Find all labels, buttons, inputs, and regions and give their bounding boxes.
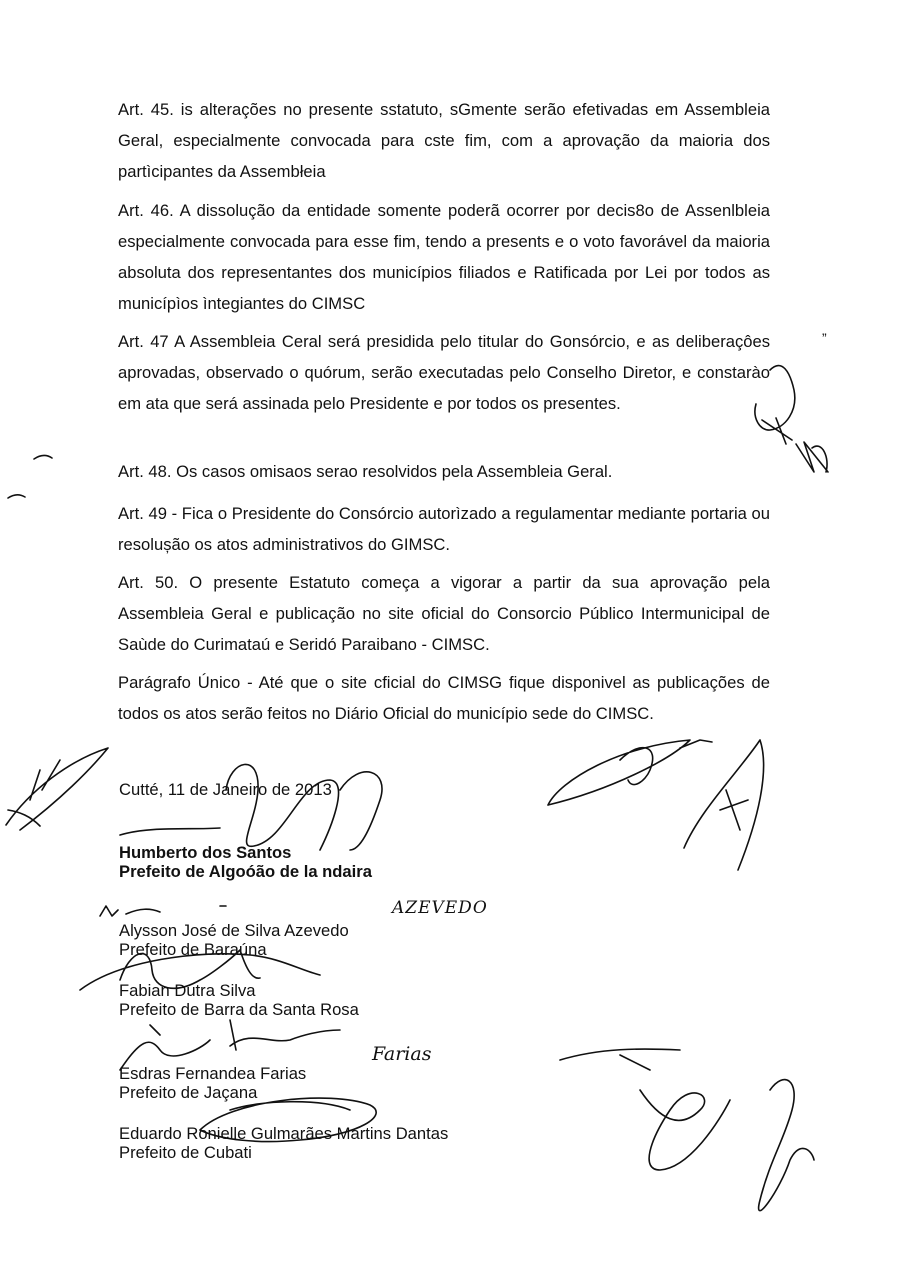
signature-humberto — [120, 764, 382, 850]
place-date: Cutté, 11 de Janeiro de 2013 — [119, 780, 332, 799]
signatory-name: Alysson José de Silva Azevedo — [119, 921, 349, 940]
handwritten-farias: Farias — [372, 1043, 432, 1065]
signatory-1 — [119, 843, 372, 881]
article-47: Art. 47 A Assembleia Ceral será presidida pelo titular do Gonsórcio, e as deliberaçôes aprovadas, observado o quórum, serão executadas pelo Conselho Diretor, e constarào em ata que será assinada pelo Presidente e por todos os presentes. — [118, 332, 770, 413]
signatory-4 — [119, 1064, 306, 1102]
signature-bottom-right-2 — [759, 1080, 814, 1211]
article-45: Art. 45. is alterações no presente sstatuto, sGmente serão efetivadas em Assembleia Geral, especialmente convocada para cste fim, com a aprovação da maioria dos partìcipantes da Assembłeia — [118, 100, 770, 181]
signatory-name: Fabian Dutra Silva — [119, 981, 256, 1000]
signatory-title: Prefeito de Baraúna — [119, 940, 267, 959]
article-46: Art. 46. A dissolução da entidade somente poderã ocorrer por decis8o de Assenlbleia especialmente convocada para esse fim, tendo a presents e o voto favorável da maioria absoluta dos representantes dos municípios filiados e Ratificada por Lei por todos as municípìos ìntegiantes do CIMSC — [118, 201, 770, 313]
signature-right-1 — [548, 740, 712, 805]
signatory-name: Humberto dos Santos — [119, 843, 292, 862]
signature-bottom-right-1 — [560, 1049, 730, 1170]
signature-right-2 — [684, 740, 764, 870]
margin-tick-2 — [8, 495, 25, 498]
article-49: Art. 49 - Fica o Presidente do Consórcio autorìzado a regulamentar mediante portaria ou resolușão os atos administrativos do GIMSC. — [118, 504, 770, 554]
signatory-title: Prefeito de Cubati — [119, 1143, 252, 1162]
left-feather-signature — [6, 748, 108, 830]
signatory-title: Prefeito de Algoóão de la ndaira — [119, 862, 372, 881]
article-48: Art. 48. Os casos omisaos serao resolvidos pela Assembleia Geral. — [118, 462, 613, 481]
paragrafo-unico: Parágrafo Único - Até que o site cficial do CIMSG fique disponivel as publicações de todos os atos serão feitos no Diário Oficial do município sede do CIMSC. — [118, 673, 770, 723]
signatory-5 — [119, 1124, 448, 1162]
initial-mark-2 — [762, 418, 792, 444]
signatory-name: Esdras Fernandea Farias — [119, 1064, 307, 1083]
signature-esdras — [120, 1020, 340, 1070]
signatory-3 — [119, 981, 359, 1019]
initial-mark-3 — [796, 442, 828, 472]
article-50: Art. 50. O presente Estatuto começa a vigorar a partir da sua aprovação pela Assembleia Geral e publicação no site oficial do Consorcio Público Intermunicipal de Saùde do Curimataú e Seridó Paraibano - CIMSC. — [118, 573, 770, 654]
margin-tick-1 — [34, 455, 52, 459]
signatory-name: Eduardo Ronielle Gulmarães Martins Dantas — [119, 1124, 449, 1143]
signatory-title: Prefeito de Barra da Santa Rosa — [119, 1000, 359, 1019]
margin-mark: ” — [822, 330, 827, 346]
handwritten-azevedo: AZEVEDO — [392, 898, 488, 918]
signatory-2 — [119, 921, 349, 959]
signature-alysson — [100, 906, 226, 916]
signatory-title: Prefeito de Jaçana — [119, 1083, 258, 1102]
